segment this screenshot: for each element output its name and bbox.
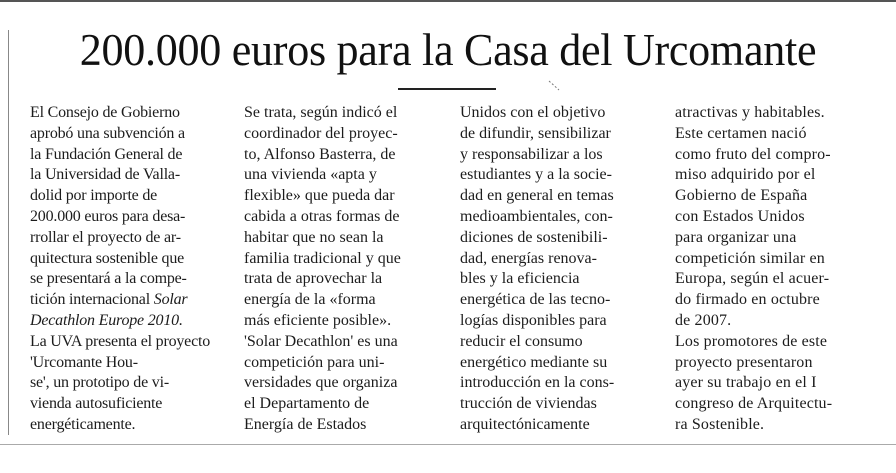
text-line: Se trata, según indicó el [244,104,398,121]
italic-title: Solar [153,291,188,309]
text-line: se presentará a la compe- [30,270,187,288]
text-line: flexible» que pueda dar [244,187,395,205]
article-column-1 [30,103,217,436]
text-line: bles y la eficiencia [460,270,580,288]
text-line: más eficiente posible». [244,311,392,329]
clipping-bottom-edge [0,444,896,445]
text-line: energía de la «forma [244,291,376,309]
text-line: quitectura sostenible que [30,249,185,267]
text-line: Este certamen nació [675,124,807,142]
italic-title: Decathlon Europe 2010. [30,311,183,329]
text-line: familia tradicional y que [244,249,401,267]
text-line: de 2007. [675,311,732,329]
article-column-2 [244,103,432,436]
clipping-left-edge [8,30,9,435]
text-line: reducir el consumo [460,332,583,350]
article-column-4 [675,103,870,436]
text-line: energética de las tecno- [460,291,611,309]
text-line: arquitectónicamente [460,415,590,433]
text-line: la Fundación General de [30,145,183,163]
text-line: La UVA presenta el proyecto [30,332,211,350]
text-line: ayer su trabajo en el I [675,374,817,392]
text-line: coordinador del proyec- [244,124,398,142]
text-line: como fruto del compro- [675,145,831,163]
text-line: 200.000 euros para desa- [30,207,186,225]
text-line: cabida a otras formas de [244,207,400,225]
text-line: atractivas y habitables. [675,104,825,121]
text-line: habitar que no sean la [244,228,384,246]
text-line: dad, energías renova- [460,249,597,267]
text-line: Gobierno de España [675,187,808,205]
text-line: dolid por importe de [30,187,158,205]
headline-underline [398,88,496,90]
text-fragment: tición internacional [30,291,150,309]
text-line: Energía de Estados [244,415,367,433]
text-line: con Estados Unidos [675,207,805,225]
article-headline: 200.000 euros para la Casa del Urcomante [79,25,817,75]
text-line: trata de aprovechar la [244,270,383,288]
text-line [30,290,217,311]
text-line: Europa, según el acuer- [675,270,830,288]
text-line: una vivienda «apta y [244,166,377,184]
text-line: Los promotores de este [675,332,828,350]
text-line: el Departamento de [244,395,370,413]
top-border [0,0,896,2]
text-line: diciones de sostenibili- [460,228,608,246]
text-line: 'Solar Decathlon' es una [244,332,398,350]
text-line: se', un prototipo de vi- [30,374,169,392]
text-line: medioambientales, con- [460,207,613,225]
text-line: la Universidad de Valla- [30,166,180,184]
article-column-3 [460,103,652,436]
text-line: para organizar una [675,228,797,246]
text-line: competición similar en [675,249,825,267]
text-line: logías disponibles para [460,311,607,329]
text-line: energéticamente. [30,415,136,433]
text-line: y responsabilizar a los [460,145,603,163]
print-speck-icon [548,80,560,92]
text-line: vienda autosuficiente [30,395,163,413]
text-line: introducción en la cons- [460,374,615,392]
text-line: congreso de Arquitectu- [675,395,833,413]
text-line: miso adquirido por el [675,166,816,184]
text-line: do firmado en octubre [675,291,820,309]
text-line: 'Urcomante Hou- [30,353,138,371]
text-line: trucción de viviendas [460,395,597,413]
text-line: rrollar el proyecto de ar- [30,228,181,246]
text-line: El Consejo de Gobierno [30,104,180,121]
text-line: competición para uni- [244,353,385,371]
text-line: de difundir, sensibilizar [460,124,611,142]
text-line: ra Sostenible. [675,415,765,433]
text-line: Unidos con el objetivo [460,104,606,121]
text-line: to, Alfonso Basterra, de [244,145,396,163]
text-line: dad en general en temas [460,187,614,205]
text-line: versidades que organiza [244,374,398,392]
text-line: aprobó una subvención a [30,124,185,142]
text-line: estudiantes y a la socie- [460,166,612,184]
text-line: energético mediante su [460,353,608,371]
text-line [30,311,217,332]
text-line: proyecto presentaron [675,353,813,371]
